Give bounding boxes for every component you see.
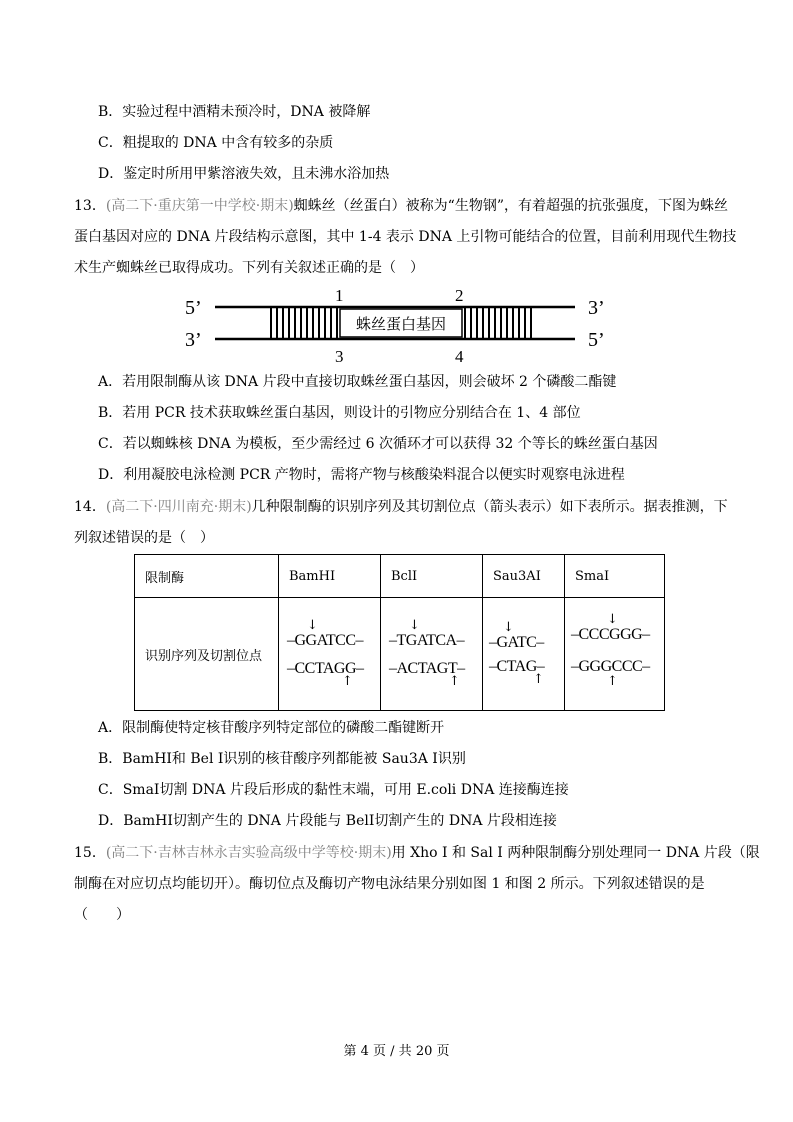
q14-option-b: B．BamHI和 Bel I识别的核苷酸序列都能被 Sau3A I识别: [98, 751, 466, 767]
q12-option-c: C．粗提取的 DNA 中含有较多的杂质: [98, 135, 334, 151]
cell-bamhi-sequence: [279, 598, 381, 711]
q12-option-d: D．鉴定时所用甲紫溶液失效，且未沸水浴加热: [98, 166, 390, 182]
q15-number: 15．: [74, 845, 106, 861]
diagram-top-left-label: 5’: [185, 297, 202, 319]
q13-number: 13．: [74, 198, 106, 214]
q13-option-b: B．若用 PCR 技术获取蛛丝蛋白基因，则设计的引物应分别结合在 1、4 部位: [98, 405, 581, 421]
bamhi-cut-arrow-down: ↓: [307, 618, 318, 633]
q14-option-c: C．SmaI切割 DNA 片段后形成的黏性末端，可用 E.coli DNA 连接酶连接: [98, 782, 569, 798]
header-bcli: BclI: [381, 555, 483, 598]
q14-option-a: A．限制酶使特定核苷酸序列特定部位的磷酸二酯键断开: [98, 720, 445, 736]
q13-stem-line1: [74, 198, 728, 214]
q13-source: (高二下·重庆第一中学校·期末): [105, 198, 294, 214]
dna-fragment-diagram: [180, 286, 620, 366]
diagram-top-right-label: 3’: [588, 297, 605, 319]
q13-stem-line3: 术生产蜘蛛丝已取得成功。下列有关叙述正确的是（ ）: [74, 260, 424, 276]
q15-stem-line2: 制酶在对应切点均能切开）。酶切位点及酶切产物电泳结果分别如图 1 和图 2 所示。下列叙述错误的是: [74, 876, 705, 892]
smai-bottom-seq: –GGGCCC–: [571, 658, 650, 675]
q14-source: (高二下·四川南充·期末): [105, 499, 252, 515]
sau3ai-bottom-seq: –CTAG–: [489, 658, 545, 675]
bcli-bottom-seq: –ACTAGT–: [389, 660, 465, 677]
page-footer: 第 4 页 / 共 20 页: [343, 1044, 450, 1059]
primer-site-2-label: 2: [455, 286, 464, 305]
q14-number: 14．: [74, 499, 106, 515]
table-header-row: [135, 555, 665, 598]
bamhi-bottom-seq: –CCTAGG–: [287, 660, 364, 677]
q15-stem-line3: （ ）: [74, 907, 130, 923]
sau3ai-cut-arrow-up: ↑: [533, 672, 544, 687]
q15-source: (高二下·吉林吉林永吉实验高级中学等校·期末): [105, 845, 392, 861]
right-base-pairs: [465, 307, 531, 339]
primer-site-3-label: 3: [335, 347, 344, 366]
q13-stem-text: 蜘蛛丝（丝蛋白）被称为“生物钢”，有着超强的抗张强度，下图为蛛丝: [293, 198, 728, 214]
smai-top-seq: –CCCGGG–: [571, 626, 650, 643]
cell-smai-sequence: [565, 598, 665, 711]
smai-cut-arrow-up: ↑: [607, 674, 618, 689]
q15-stem-line1: [74, 845, 760, 861]
bcli-cut-arrow-down: ↓: [409, 618, 420, 633]
bcli-top-seq: –TGATCA–: [389, 632, 465, 649]
smai-cut-arrow-down: ↓: [607, 612, 618, 627]
q13-option-d: D．利用凝胶电泳检测 PCR 产物时，需将产物与核酸染料混合以便实时观察电泳进程: [98, 467, 625, 483]
diagram-bottom-left-label: 3’: [185, 329, 202, 351]
q13-option-c: C．若以蜘蛛核 DNA 为模板，至少需经过 6 次循环才可以获得 32 个等长的蛛丝蛋白基因: [98, 436, 658, 452]
gene-label: 蛛丝蛋白基因: [355, 315, 447, 333]
bcli-cut-arrow-up: ↑: [449, 674, 460, 689]
header-sau3ai: Sau3AI: [483, 555, 565, 598]
primer-site-4-label: 4: [455, 347, 464, 366]
bamhi-top-seq: –GGATCC–: [287, 632, 364, 649]
left-base-pairs: [271, 307, 337, 339]
q13-option-a: A．若用限制酶从该 DNA 片段中直接切取蛛丝蛋白基因，则会破坏 2 个磷酸二酯键: [98, 374, 617, 390]
bamhi-cut-arrow-up: ↑: [342, 674, 353, 689]
header-enzyme-label: 限制酶: [135, 555, 279, 598]
primer-site-1-label: 1: [335, 286, 344, 305]
table-sequence-row: [135, 598, 665, 711]
diagram-bottom-right-label: 5’: [588, 329, 605, 351]
q14-option-d: D．BamHI切割产生的 DNA 片段能与 BelI切割产生的 DNA 片段相连接: [98, 813, 557, 829]
q14-stem-line2: 列叙述错误的是（ ）: [74, 530, 214, 546]
sau3ai-top-seq: –GATC–: [489, 634, 544, 651]
sau3ai-cut-arrow-down: ↓: [503, 620, 514, 635]
q14-stem-text: 几种限制酶的识别序列及其切割位点（箭头表示）如下表所示。据表推测，下: [251, 499, 728, 515]
header-bamhi: BamHI: [279, 555, 381, 598]
header-smai: SmaI: [565, 555, 665, 598]
q12-option-b: B．实验过程中酒精未预冷时，DNA 被降解: [98, 104, 371, 120]
row-sequence-label: 识别序列及切割位点: [135, 598, 279, 711]
q15-stem-text: 用 Xho I 和 Sal I 两种限制酶分别处理同一 DNA 片段（限: [391, 845, 760, 861]
q14-stem-line1: [74, 499, 728, 515]
cell-sau3ai-sequence: [483, 598, 565, 711]
cell-bcli-sequence: [381, 598, 483, 711]
q13-stem-line2: 蛋白基因对应的 DNA 片段结构示意图，其中 1-4 表示 DNA 上引物可能结合的位置，目前利用现代生物技: [74, 229, 737, 245]
restriction-enzyme-table: [134, 554, 665, 711]
